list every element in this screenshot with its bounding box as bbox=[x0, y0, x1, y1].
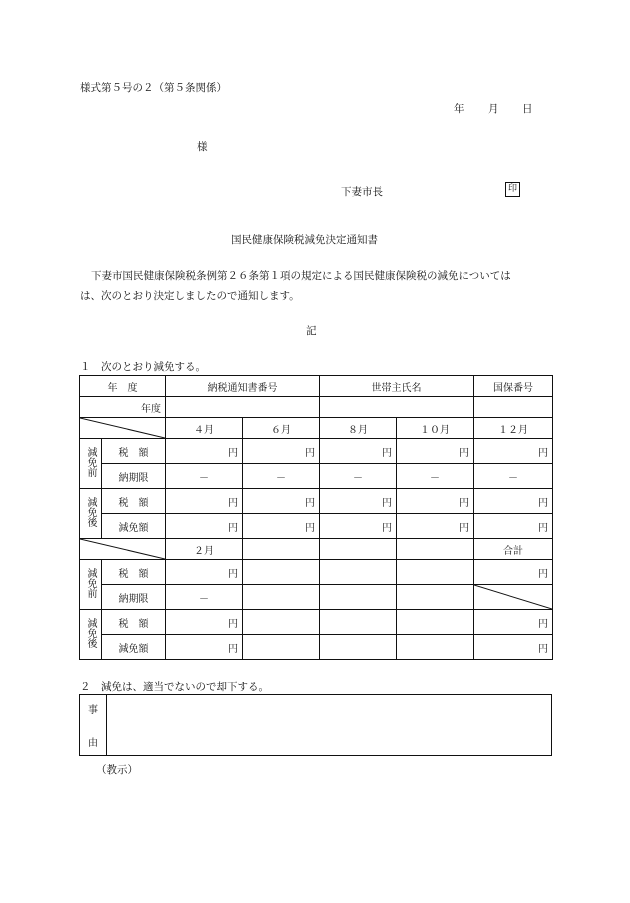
empty-cell bbox=[397, 585, 474, 610]
zeigaku-label: 税 額 bbox=[102, 560, 166, 585]
reason-table bbox=[79, 694, 552, 756]
empty-cell bbox=[320, 585, 397, 610]
setainushi-cell bbox=[320, 397, 474, 418]
yen-cell: 円 bbox=[320, 514, 397, 539]
after-label: 減免後 bbox=[80, 489, 102, 539]
month-header: １０月 bbox=[397, 418, 474, 439]
yen-cell: 円 bbox=[320, 489, 397, 514]
zeigaku-label: 税 額 bbox=[102, 489, 166, 514]
empty-cell bbox=[397, 539, 474, 560]
kyouji-label: （教示） bbox=[96, 764, 138, 776]
yen-cell: 円 bbox=[474, 489, 553, 514]
yen-cell: 円 bbox=[166, 610, 243, 635]
genmengaku-label: 減免額 bbox=[102, 635, 166, 660]
body-line-2: は、次のとおり決定しましたので通知します。 bbox=[80, 290, 300, 302]
reason-content bbox=[107, 695, 552, 756]
yen-cell: 円 bbox=[166, 560, 243, 585]
body-line-1: 下妻市国民健康保険税条例第２６条第１項の規定による国民健康保険税の減免については bbox=[91, 270, 511, 282]
empty-cell bbox=[320, 560, 397, 585]
after-label: 減免後 bbox=[80, 610, 102, 660]
yen-cell: 円 bbox=[166, 439, 243, 464]
dash-cell: － bbox=[397, 464, 474, 489]
nouki-label: 納期限 bbox=[102, 585, 166, 610]
month-header: ８月 bbox=[320, 418, 397, 439]
header-setainushi: 世帯主氏名 bbox=[320, 376, 474, 397]
before-label: 減免前 bbox=[80, 439, 102, 489]
diagonal-cell bbox=[80, 539, 166, 560]
yen-cell: 円 bbox=[474, 439, 553, 464]
issuer-name: 下妻市長 bbox=[341, 186, 383, 198]
diagonal-cell bbox=[474, 585, 553, 610]
yen-cell: 円 bbox=[474, 514, 553, 539]
document-title: 国民健康保険税減免決定通知書 bbox=[231, 234, 378, 246]
empty-cell bbox=[320, 635, 397, 660]
dash-cell: － bbox=[243, 464, 320, 489]
empty-cell bbox=[243, 539, 320, 560]
total-header: 合計 bbox=[474, 539, 553, 560]
header-nendo: 年 度 bbox=[80, 376, 166, 397]
addressee-suffix: 様 bbox=[197, 141, 208, 153]
yen-cell: 円 bbox=[166, 489, 243, 514]
month-header: １２月 bbox=[474, 418, 553, 439]
empty-cell bbox=[320, 610, 397, 635]
month-header: ６月 bbox=[243, 418, 320, 439]
empty-cell bbox=[243, 585, 320, 610]
section-2-heading: ２ 減免は、適当でないので却下する。 bbox=[80, 681, 269, 693]
reduction-table bbox=[79, 375, 553, 660]
empty-cell bbox=[397, 560, 474, 585]
date-year: 年 bbox=[454, 103, 465, 115]
section-1-heading: １ 次のとおり減免する。 bbox=[80, 361, 206, 373]
yen-cell: 円 bbox=[397, 489, 474, 514]
empty-cell bbox=[397, 610, 474, 635]
dash-cell: － bbox=[474, 464, 553, 489]
yen-cell: 円 bbox=[166, 514, 243, 539]
yen-cell: 円 bbox=[243, 439, 320, 464]
yen-cell: 円 bbox=[320, 439, 397, 464]
zeigaku-label: 税 額 bbox=[102, 610, 166, 635]
dash-cell: － bbox=[166, 464, 243, 489]
diagonal-cell bbox=[80, 418, 166, 439]
nendo-cell: 年度 bbox=[80, 397, 166, 418]
ki-label: 記 bbox=[306, 325, 317, 337]
empty-cell bbox=[397, 635, 474, 660]
yen-cell: 円 bbox=[243, 514, 320, 539]
reason-label: 事 由 bbox=[80, 695, 107, 756]
empty-cell bbox=[243, 610, 320, 635]
form-number: 様式第５号の２（第５条関係） bbox=[80, 82, 227, 94]
month-header: ２月 bbox=[166, 539, 243, 560]
zeigaku-label: 税 額 bbox=[102, 439, 166, 464]
header-tsuchisho-no: 納税通知書番号 bbox=[166, 376, 320, 397]
empty-cell bbox=[320, 539, 397, 560]
dash-cell: － bbox=[320, 464, 397, 489]
date-day: 日 bbox=[522, 103, 533, 115]
kokuho-no-cell bbox=[474, 397, 553, 418]
yen-cell: 円 bbox=[474, 610, 553, 635]
dash-cell: － bbox=[166, 585, 243, 610]
genmengaku-label: 減免額 bbox=[102, 514, 166, 539]
nouki-label: 納期限 bbox=[102, 464, 166, 489]
yen-cell: 円 bbox=[474, 635, 553, 660]
date-month: 月 bbox=[488, 103, 499, 115]
month-header: ４月 bbox=[166, 418, 243, 439]
header-kokuho-no: 国保番号 bbox=[474, 376, 553, 397]
yen-cell: 円 bbox=[474, 560, 553, 585]
yen-cell: 円 bbox=[243, 489, 320, 514]
yen-cell: 円 bbox=[397, 514, 474, 539]
empty-cell bbox=[243, 635, 320, 660]
seal-stamp: 印 bbox=[505, 182, 520, 197]
yen-cell: 円 bbox=[397, 439, 474, 464]
before-label: 減免前 bbox=[80, 560, 102, 610]
empty-cell bbox=[243, 560, 320, 585]
yen-cell: 円 bbox=[166, 635, 243, 660]
tsuchisho-no-cell bbox=[166, 397, 320, 418]
